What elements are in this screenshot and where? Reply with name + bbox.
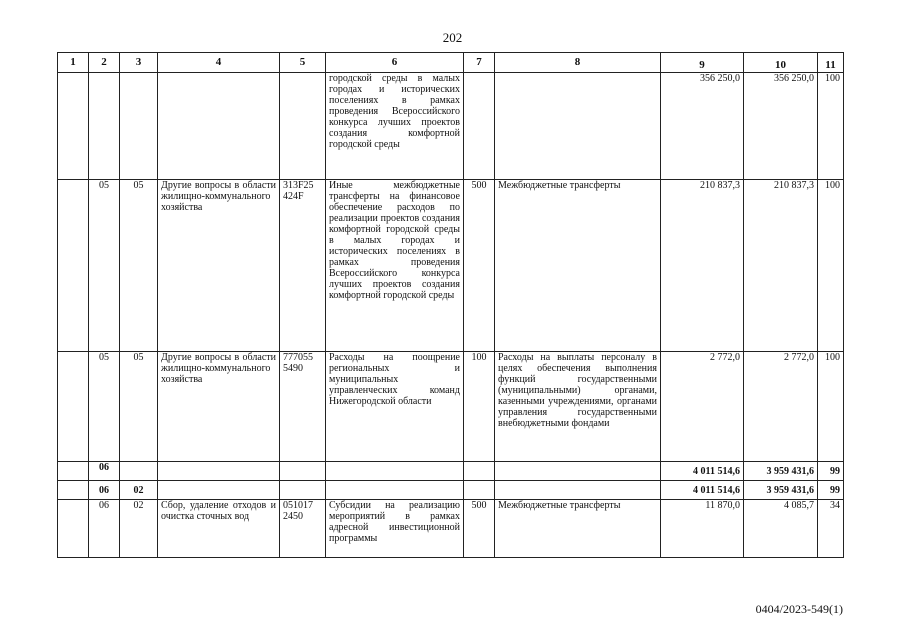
cell-section-name: Сбор, удаление отходов и очистка сточных вод — [158, 500, 280, 558]
page-number: 202 — [442, 30, 463, 45]
col-header-5: 5 — [280, 53, 326, 73]
cell-expense-name — [495, 481, 661, 500]
cell-percent: 100 — [818, 73, 844, 180]
cell-expense-name: Межбюджетные трансферты — [495, 180, 661, 352]
header-row — [58, 53, 844, 73]
cell-target-code: 777055 5490 — [280, 352, 326, 462]
cell-section-name — [158, 73, 280, 180]
cell-percent: 99 — [818, 481, 844, 500]
cell-section-name: Другие вопросы в области жилищно-коммунального хозяйства — [158, 180, 280, 352]
cell-section: 05 — [89, 352, 120, 462]
cell-plan: 4 011 514,6 — [661, 462, 744, 481]
col-header-6: 6 — [326, 53, 464, 73]
cell-actual: 210 837,3 — [744, 180, 818, 352]
document-code: 0404/2023-549(1) — [755, 602, 843, 616]
table-row-subtotal — [58, 481, 844, 500]
cell-subsection — [120, 462, 158, 481]
cell-target-name: Субсидии на реализацию мероприятий в рамках адресной инвестиционной программы — [326, 500, 464, 558]
cell-subsection: 05 — [120, 180, 158, 352]
cell-subsection: 02 — [120, 481, 158, 500]
table-row — [58, 180, 844, 352]
budget-table — [57, 52, 844, 558]
table-row-total — [58, 462, 844, 481]
cell-section-name: Другие вопросы в области жилищно-коммунального хозяйства — [158, 352, 280, 462]
col-header-8: 8 — [495, 53, 661, 73]
cell-col-1 — [58, 481, 89, 500]
cell-actual: 356 250,0 — [744, 73, 818, 180]
table-row — [58, 500, 844, 558]
cell-actual: 3 959 431,6 — [744, 462, 818, 481]
col-header-4: 4 — [158, 53, 280, 73]
cell-target-code: 051017 2450 — [280, 500, 326, 558]
col-header-11: 11 — [818, 53, 844, 73]
col-header-9: 9 — [661, 53, 744, 73]
cell-subsection: 02 — [120, 500, 158, 558]
cell-plan: 356 250,0 — [661, 73, 744, 180]
cell-subsection: 05 — [120, 352, 158, 462]
cell-target-name — [326, 481, 464, 500]
cell-target-code: 313F25 424F — [280, 180, 326, 352]
cell-actual: 2 772,0 — [744, 352, 818, 462]
col-header-7: 7 — [464, 53, 495, 73]
cell-section-name — [158, 462, 280, 481]
cell-percent: 100 — [818, 352, 844, 462]
table-row — [58, 352, 844, 462]
cell-actual: 3 959 431,6 — [744, 481, 818, 500]
cell-plan: 210 837,3 — [661, 180, 744, 352]
cell-section — [89, 73, 120, 180]
cell-actual: 4 085,7 — [744, 500, 818, 558]
cell-expense-type: 100 — [464, 352, 495, 462]
cell-target-name: городской среды в малых городах и исторических поселениях в рамках проведения Всероссийского конкурса лучших проектов создания комфортной городской среды — [326, 73, 464, 180]
cell-expense-type — [464, 462, 495, 481]
cell-subsection — [120, 73, 158, 180]
cell-percent: 34 — [818, 500, 844, 558]
cell-expense-type: 500 — [464, 500, 495, 558]
cell-target-code — [280, 481, 326, 500]
cell-target-code — [280, 73, 326, 180]
cell-col-1 — [58, 500, 89, 558]
cell-target-name — [326, 462, 464, 481]
cell-plan: 11 870,0 — [661, 500, 744, 558]
cell-percent: 100 — [818, 180, 844, 352]
col-header-3: 3 — [120, 53, 158, 73]
cell-expense-name: Расходы на выплаты персоналу в целях обеспечения выполнения функций государственными (муниципальными) органами, казенными учреждениями, органами управления государственными внебюджетными фондами — [495, 352, 661, 462]
cell-col-1 — [58, 462, 89, 481]
cell-expense-name — [495, 73, 661, 180]
cell-expense-type: 500 — [464, 180, 495, 352]
cell-expense-name — [495, 462, 661, 481]
col-header-1: 1 — [58, 53, 89, 73]
cell-section: 06 — [89, 481, 120, 500]
cell-expense-name: Межбюджетные трансферты — [495, 500, 661, 558]
cell-plan: 4 011 514,6 — [661, 481, 744, 500]
cell-target-code — [280, 462, 326, 481]
cell-target-name: Расходы на поощрение региональных и муниципальных управленческих команд Нижегородской области — [326, 352, 464, 462]
cell-col-1 — [58, 73, 89, 180]
table-row — [58, 73, 844, 180]
cell-plan: 2 772,0 — [661, 352, 744, 462]
cell-section-name — [158, 481, 280, 500]
cell-section: 06 — [89, 500, 120, 558]
cell-target-name: Иные межбюджетные трансферты на финансовое обеспечение расходов по реализации проектов создания комфортной городской среды в малых городах и исторических поселениях в рамках проведения Всероссийского конкурса лучших проектов создания комфортной городской среды — [326, 180, 464, 352]
cell-col-1 — [58, 180, 89, 352]
cell-col-1 — [58, 352, 89, 462]
cell-expense-type — [464, 481, 495, 500]
col-header-10: 10 — [744, 53, 818, 73]
cell-expense-type — [464, 73, 495, 180]
cell-section: 05 — [89, 180, 120, 352]
cell-section: 06 — [89, 462, 120, 481]
cell-percent: 99 — [818, 462, 844, 481]
col-header-2: 2 — [89, 53, 120, 73]
